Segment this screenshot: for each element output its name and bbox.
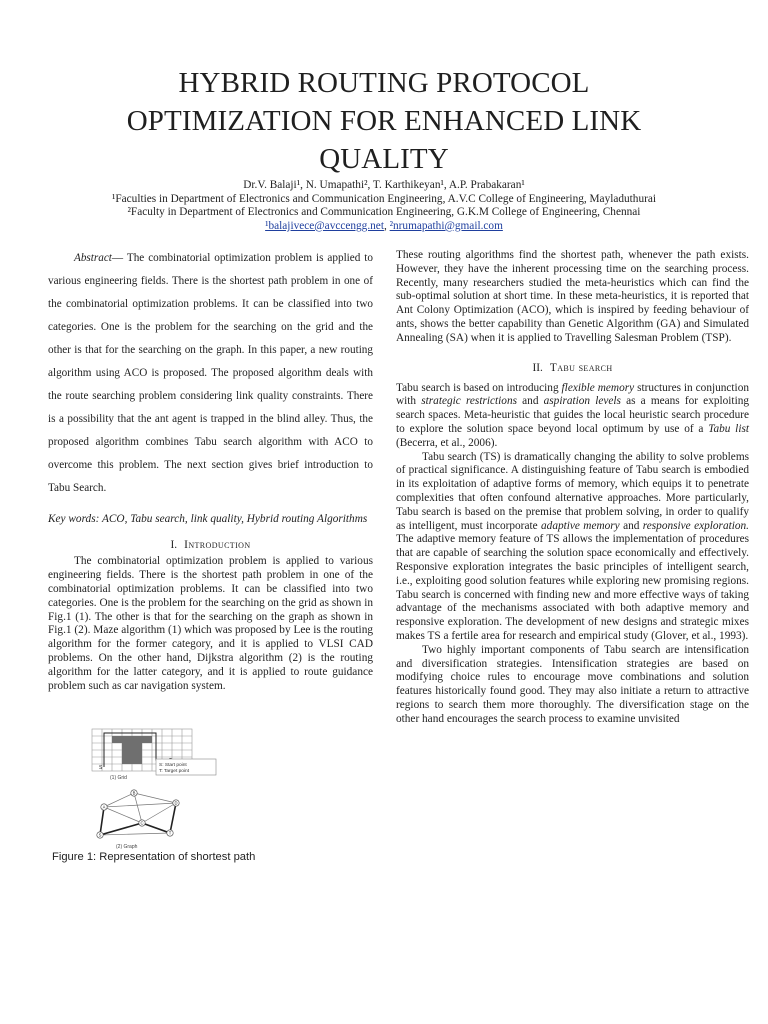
abstract-paragraph — [48, 247, 373, 500]
paragraph-text: Tabu search (TS) is dramatically changing the ability to solve problems of practical significance. A distinguishing feature of Tabu search is embodied in its exploitation of adaptive forms of memory, which equips it to penetrate complexities that often confound alternative approaches. More particularly, Tabu search is based on the premise that problem solving, in order to qualify as intelligent, must incorporate — [396, 450, 749, 532]
paragraph-text: These routing algorithms find the shortest path, whenever the path exists. However, they have the inherent processing time on the searching process. Recently, many researchers studied the meta-heuristics which can find the sub-optimal solution at short time. In these meta-heuristics, it is reported that Ant Colony Optimization (ACO), which is inspired by feeding behaviour of ants, shows the better capability than Genetic Algorithm (GA) and Simulated Annealing (SA) when it is applied to Travelling Salesman Problem (TSP). — [396, 249, 749, 344]
paper-title — [60, 64, 708, 178]
figure-1 — [90, 727, 250, 851]
paragraph-text: The combinatorial optimization problem is applied to various engineering fields. There is the shortest path problem in one of the combinatorial optimization problems. It can be classified into two categories. One is the problem for the searching on the grid as shown in Fig.1 (1). The other is that for the searching on the graph as shown in Fig.1 (2). Maze algorithm (1) which was proposed by Lee is the routing algorithm for the former category, and it is applied to VLSI CAD problems. On the other hand, Dijkstra algorithm (2) is the routing algorithm for the latter category, and it is applied to route guidance problem such as car navigation system. — [48, 555, 373, 692]
graph-node-label: A — [102, 804, 106, 810]
graph-diagram — [97, 790, 179, 850]
obstacle-block — [112, 736, 152, 743]
grid-start-label: S — [99, 765, 103, 771]
italic-text: Tabu list — [708, 422, 749, 435]
graph-node-label: S — [98, 832, 102, 838]
italic-text: responsive exploration. — [642, 519, 749, 532]
email-line — [20, 220, 748, 234]
introduction-paragraph — [48, 555, 373, 693]
section-title: Introduction — [184, 539, 251, 552]
tabu-paragraph-1 — [396, 382, 749, 451]
section-heading-tabu-search — [396, 361, 749, 375]
graph-caption: (2) Graph — [116, 844, 138, 850]
email-link-2[interactable]: ²nrumapathi@gmail.com — [389, 219, 503, 232]
graph-node-label: D — [174, 800, 178, 806]
grid-caption: (1) Grid — [110, 775, 127, 781]
legend-start: S: Start point — [159, 763, 187, 768]
email-link-1[interactable]: ¹balajivece@avccengg.net — [265, 219, 384, 232]
section-number: II. — [532, 361, 543, 374]
paragraph-text: Tabu search is based on introducing — [396, 381, 562, 394]
paragraph-text: and — [619, 519, 643, 532]
paragraph-text: as a means for exploiting search spaces. Meta-heuristic that guides the local heuristic search procedure to explore the solution space beyond local optimum by use of a — [396, 395, 749, 435]
italic-text: adaptive memory — [541, 519, 620, 532]
paragraph-text: structures in conjunction with — [396, 381, 749, 408]
author-block — [20, 179, 748, 233]
paragraph-text: (Becerra, et al., 2006). — [396, 436, 498, 449]
italic-text: strategic restrictions — [421, 395, 517, 408]
right-column — [396, 249, 749, 727]
title-line: HYBRID ROUTING PROTOCOL — [178, 67, 590, 99]
graph-node-label: B — [132, 790, 136, 796]
section-title: Tabu search — [549, 361, 613, 374]
italic-text: flexible memory — [561, 381, 635, 394]
left-column — [48, 247, 373, 693]
email-separator: , — [383, 219, 390, 232]
legend-box — [156, 759, 216, 775]
title-line: QUALITY — [319, 143, 449, 175]
title-line: OPTIMIZATION FOR ENHANCED LINK — [126, 105, 642, 137]
tabu-paragraph-3 — [396, 644, 749, 727]
routing-paragraph — [396, 249, 749, 346]
italic-text: aspiration levels — [543, 395, 621, 408]
author-list: Dr.V. Balaji¹, N. Umapathi², T. Karthikeyan¹, A.P. Prabakaran¹ — [243, 179, 525, 191]
graph-node-label: C — [140, 820, 144, 826]
tabu-paragraph-2 — [396, 451, 749, 644]
paragraph-text: and — [517, 395, 544, 408]
shortest-path-figure — [90, 727, 250, 851]
section-number: I. — [170, 539, 178, 552]
affiliation-2: ²Faculty in Department of Electronics and Communication Engineering, G.K.M College of Engineering, Chennai — [127, 206, 641, 219]
graph-node-label: T — [168, 830, 172, 836]
italic-text: Abstract — [74, 252, 112, 264]
paragraph-text: — The combinatorial optimization problem is applied to various engineering fields. There is the shortest path problem in one of the combinatorial optimization problems. It can be classified into two categories. One is the problem for the searching on the grid and the other is that for the searching on the graph. In this paper, a new routing algorithm using ACO is proposed. The proposed algorithm deals with the route searching problem considering link quality constraints. There is a possibility that the ant agent is trapped in the blind alley. Thus, the proposed algorithm combines Tabu search algorithm with ACO to overcome this problem. The next section gives brief introduction to Tabu Search. — [48, 252, 373, 494]
affiliation-1: ¹Faculties in Department of Electronics and Communication Engineering, A.V.C College of Engineering, Mayladuthurai — [111, 192, 657, 205]
keywords: Key words: ACO, Tabu search, link quality, Hybrid routing Algorithms — [48, 513, 368, 525]
obstacle-block — [122, 743, 142, 764]
paragraph-text: Two highly important components of Tabu search are intensification and diversification strategies. Intensification strategies are based on modifying choice rules to encourage move combinations and solution features historically found good. They may also initiate a return to attractive regions to search them more thoroughly. The diversification stage on the other hand encourages the search process to examine unvisited — [396, 643, 749, 725]
section-heading-introduction — [48, 538, 373, 552]
paragraph-text: The adaptive memory feature of TS allows the implementation of procedures that are capable of searching the solution space economically and effectively. Responsive exploration integrates the basic principles of intelligent search, i.e., exploiting good solution features while exploring new promising regions. Tabu search is concerned with finding new and more effective ways of taking advantage of the mechanisms associated with both adaptive memory and responsive exploration. The development of new designs and strategic mixes makes TS a fertile area for research and empirical study (Glover, et al., 1993). — [396, 533, 749, 642]
legend-target: T: Target point — [159, 769, 190, 774]
figure-caption: Figure 1: Representation of shortest path — [52, 851, 256, 863]
